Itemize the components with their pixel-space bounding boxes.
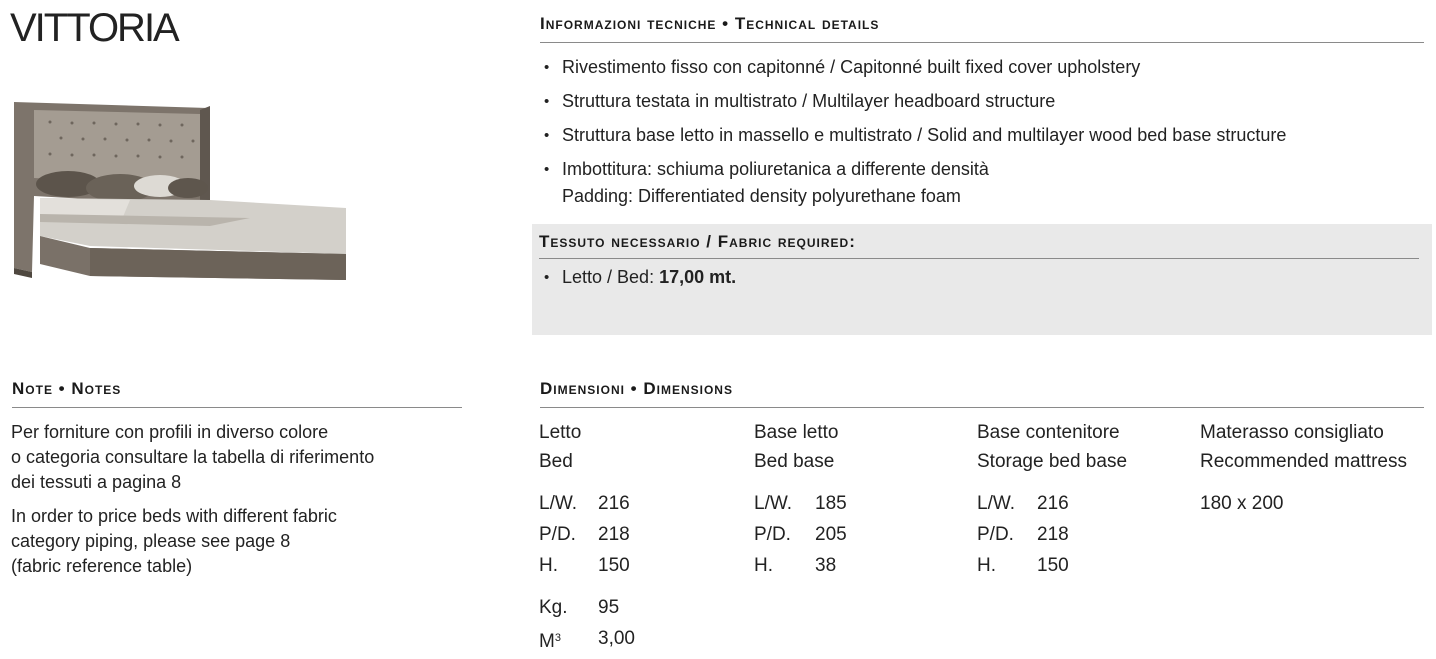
fabric-box <box>532 224 1432 335</box>
dim-column-mattress <box>1200 418 1407 519</box>
notes-body <box>11 420 461 588</box>
dim-row: H. 38 <box>754 555 837 576</box>
dim-label-it: Letto <box>539 422 582 443</box>
mattress-size: 180 x 200 <box>1200 493 1284 514</box>
technical-header: Informazioni tecniche • Technical details <box>540 14 1424 43</box>
dim-column-bed-base <box>754 418 847 581</box>
dim-label-it: Materasso consigliato <box>1200 422 1384 443</box>
padding-en: Padding: Differentiated density polyurethane foam <box>562 186 961 206</box>
product-title: VITTORIA <box>10 6 178 50</box>
dim-row: P/D. 218 <box>539 524 630 545</box>
dim-row-volume: $M^3$ 3,00 <box>539 628 635 652</box>
dim-row-weight: Kg. 95 <box>539 597 620 618</box>
fabric-item <box>538 264 736 291</box>
technical-item: • Struttura base letto in massello e multistrato / Solid and multilayer wood bed base structure <box>538 122 1428 149</box>
dim-label-en: Bed <box>539 451 573 472</box>
fabric-item-label: Letto / Bed: <box>562 267 660 287</box>
dim-label-en: Recommended mattress <box>1200 451 1407 472</box>
dim-row: P/D. 205 <box>754 524 847 545</box>
notes-paragraph: Per forniture con profili in diverso colore o categoria consultare la tabella di riferimento dei tessuti a pagina 8 <box>11 422 375 492</box>
dim-column-storage-base <box>977 418 1127 581</box>
technical-item: • Rivestimento fisso con capitonné / Capitonné built fixed cover upholstery <box>538 54 1428 81</box>
dim-row: L/W. 185 <box>754 493 847 514</box>
dim-label-it: Base letto <box>754 422 839 443</box>
notes-header: Note • Notes <box>12 379 462 408</box>
dim-row: L/W. 216 <box>539 493 630 514</box>
fabric-item-value: 17,00 mt. <box>659 267 737 287</box>
padding-it: Imbottitura: schiuma poliuretanica a differente densità <box>562 159 989 179</box>
technical-list <box>538 54 1428 217</box>
dimensions-header: Dimensioni • Dimensions <box>540 379 1424 408</box>
notes-paragraph: In order to price beds with different fabric category piping, please see page 8 (fabric reference table) <box>11 506 337 576</box>
dim-label-it: Base contenitore <box>977 422 1120 443</box>
dim-label-en: Storage bed base <box>977 451 1128 472</box>
dim-row: P/D. 218 <box>977 524 1069 545</box>
dim-row: H. 150 <box>977 555 1069 576</box>
technical-item <box>538 156 1428 210</box>
bed-image <box>10 96 350 312</box>
dim-label-en: Bed base <box>754 451 835 472</box>
dim-row: L/W. 216 <box>977 493 1069 514</box>
fabric-header: Tessuto necessario / Fabric required: <box>539 232 1419 259</box>
dim-row: H. 150 <box>539 555 630 576</box>
technical-item: • Struttura testata in multistrato / Multilayer headboard structure <box>538 88 1428 115</box>
dim-column-bed <box>539 418 635 657</box>
